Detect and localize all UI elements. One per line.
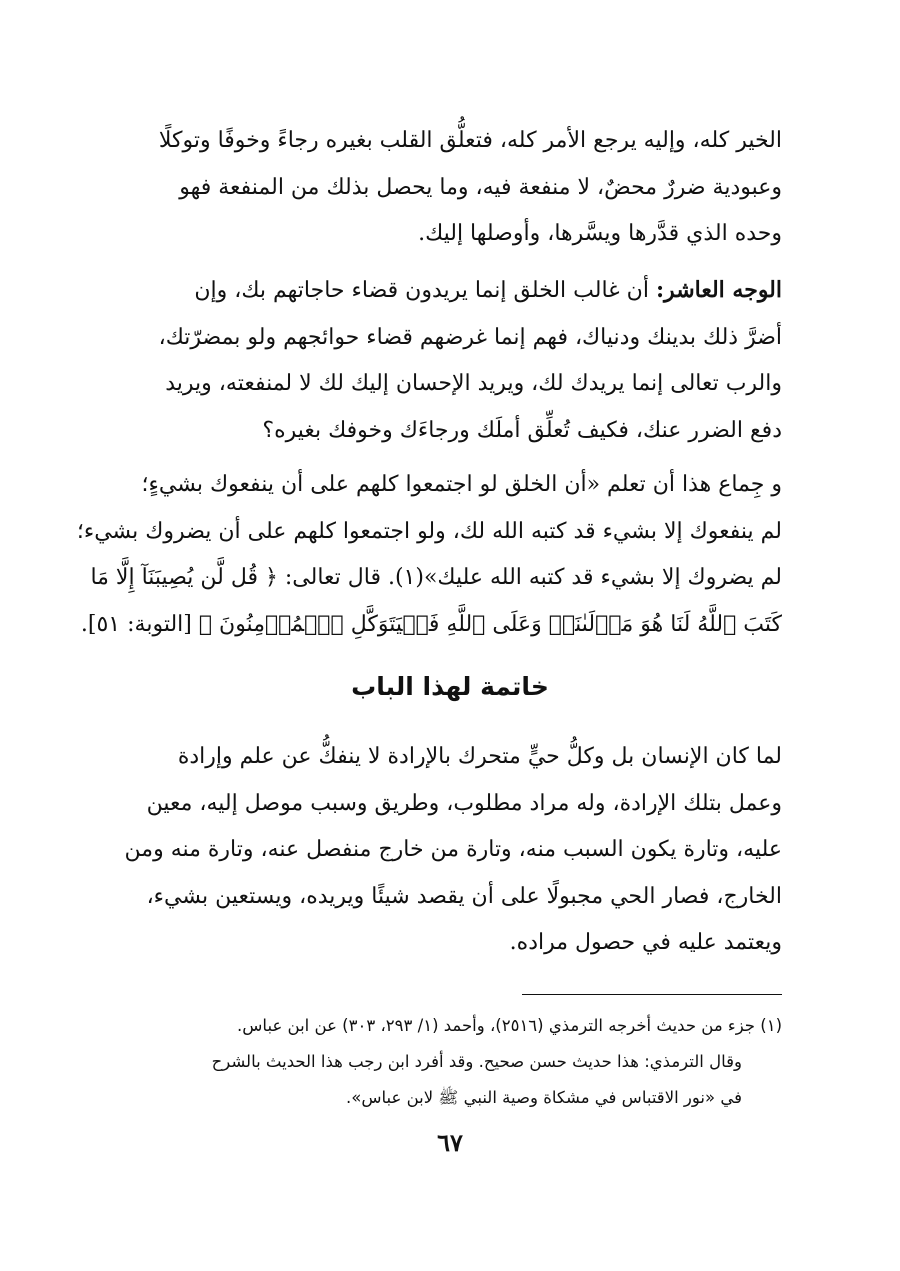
- paragraph-lead: الوجه العاشر:: [655, 277, 782, 303]
- text-segment: أن غالب الخلق إنما يريدون قضاء حاجاتهم بك، وإن: [194, 278, 656, 303]
- footnote-divider: [522, 994, 782, 995]
- text-line: عليه، وتارة يكون السبب منه، وتارة من خارج منفصل عنه، وتارة منه ومن: [124, 837, 782, 862]
- paragraph-2: [122, 267, 782, 454]
- section-heading: خاتمة لهذا الباب: [351, 672, 549, 701]
- text-line: الخير كله، وإليه يرجع الأمر كله، فتعلُّق القلب بغيره رجاءً وخوفًا وتوكلًا: [158, 128, 782, 153]
- text-line: وحده الذي قدَّرها ويسَّرها، وأوصلها إليك.: [418, 221, 782, 246]
- text-line: الخارج، فصار الحي مجبولًا على أن يقصد شيئًا ويريده، ويستعين بشيء،: [146, 883, 782, 909]
- text-line: ويعتمد عليه في حصول مراده.: [509, 930, 782, 955]
- text-line: لما كان الإنسان بل وكلُّ حيٍّ متحرك بالإرادة لا ينفكُّ عن علم وإرادة: [177, 744, 782, 769]
- paragraph-3: [76, 462, 782, 648]
- text-line: وعمل بتلك الإرادة، وله مراد مطلوب، وطريق وسبب موصل إليه، معين: [146, 790, 782, 816]
- footnote-line: في «نور الاقتباس في مشكاة وصية النبي ﷺ لابن عباس».: [346, 1088, 742, 1107]
- footnotes: [122, 1008, 782, 1116]
- footnote-line: (١) جزء من حديث أخرجه الترمذي (٢٥١٦)، وأحمد (١/ ٢٩٣، ٣٠٣) عن ابن عباس.: [237, 1016, 782, 1035]
- text-line: أضرَّ ذلك بدينك ودنياك، فهم إنما غرضهم قضاء حوائجهم ولو بمضرّتك،: [158, 324, 782, 350]
- text-line: [122, 267, 782, 315]
- quran-verse-line: كَتَبَ ٱللَّهُ لَنَا هُوَ مَوۡلَىٰنَاۚ وَعَلَى ٱللَّهِ فَلۡيَتَوَكَّلِ ٱلۡمُؤۡمِنُونَ ﴾ [التوبة: ٥١].: [80, 611, 782, 637]
- paragraph-1: [122, 118, 782, 258]
- text-line: و جِماع هذا أن تعلم «أن الخلق لو اجتمعوا كلهم على أن ينفعوك بشيءٍ؛: [141, 472, 782, 497]
- text-line: والرب تعالى إنما يريدك لك، ويريد الإحسان إليك لك لا لمنفعته، ويريد: [165, 371, 782, 396]
- text-line: دفع الضرر عنك، فكيف تُعلِّق أملَك ورجاءَك وخوفك بغيره؟: [262, 417, 782, 443]
- page-number: ٦٧: [437, 1128, 463, 1157]
- text-line: لم يضروك إلا بشيء قد كتبه الله عليك»(١). قال تعالى: ﴿ قُل لَّن يُصِيبَنَآ إِلَّا مَا: [90, 565, 782, 590]
- paragraph-4: [122, 734, 782, 967]
- text-line: وعبودية ضررٌ محضٌ، لا منفعة فيه، وما يحصل بذلك من المنفعة فهو: [179, 174, 782, 200]
- footnote-line: وقال الترمذي: هذا حديث حسن صحيح. وقد أفرد ابن رجب هذا الحديث بالشرح: [211, 1052, 742, 1071]
- text-line: لم ينفعوك إلا بشيء قد كتبه الله لك، ولو اجتمعوا كلهم على أن يضروك بشيء؛: [76, 518, 782, 544]
